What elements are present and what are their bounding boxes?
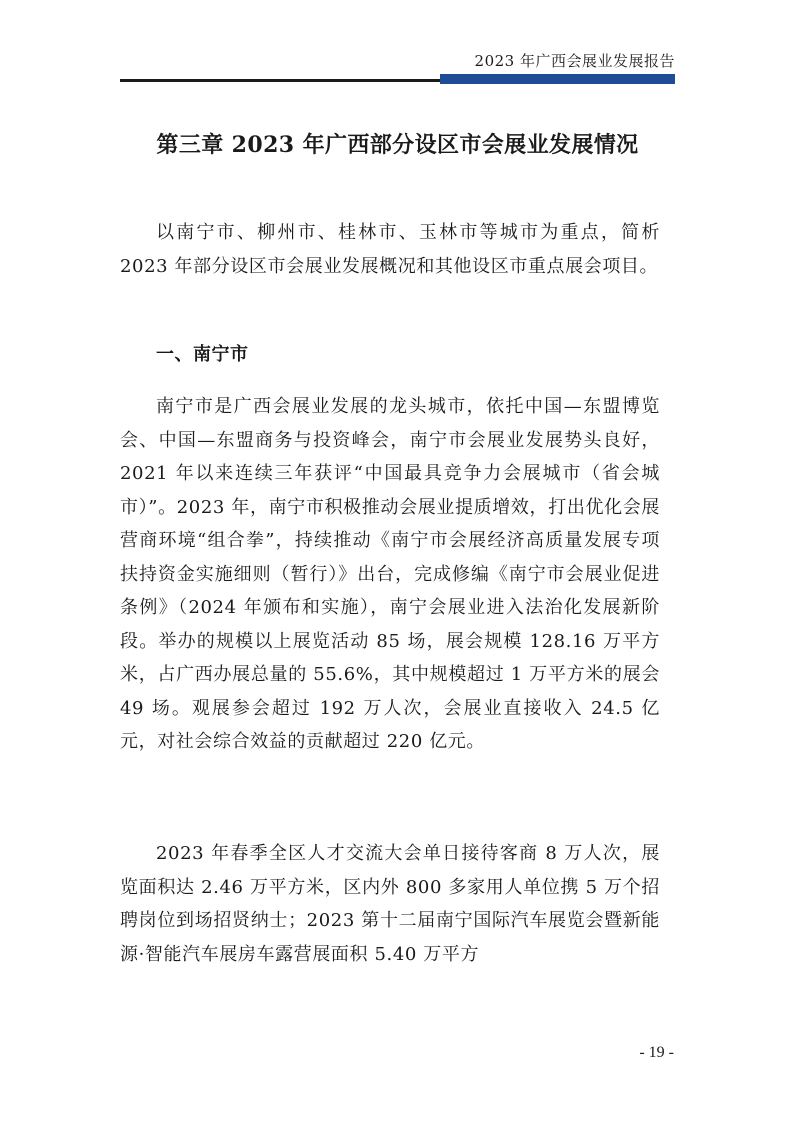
chapter-title: 第三章 2023 年广西部分设区市会展业发展情况 [156,132,639,158]
intro-paragraph: 以南宁市、柳州市、桂林市、玉林市等城市为重点，简析 2023 年部分设区市会展业发展概况和其他设区市重点展会项目。 [120,222,660,277]
running-header: 2023 年广西会展业发展报告 [474,52,675,70]
section-heading-nanning: 一、南宁市 [156,344,249,365]
header-accent-bar [440,74,675,84]
body-paragraph: 南宁市是广西会展业发展的龙头城市，依托中国—东盟博览会、中国—东盟商务与投资峰会，南宁市会展业发展势头良好，2021 年以来连续三年获评“中国最具竞争力会展城市（省会城市）”。2023 年，南宁市积极推动会展业提质增效，打出优化会展营商环境“组合拳”，持续推动《南宁市会展经济高质量发展专项扶持资金实施细则（暂行）》出台，完成修编《南宁市会展业促进条例》（2024 年颁布和实施），南宁会展业进入法治化发展新阶段。举办的规模以上展览活动 85 场，展会规模 128.16 万平方米，占广西办展总量的 55.6%，其中规模超过 1 万平方米的展会 49 场。观展参会超过 192 万人次，会展业直接收入 24.5 亿元，对社会综合效益的贡献超过 220 亿元。 [120,396,660,752]
page-number: - 19 - [639,1044,674,1061]
body-paragraph: 2023 年春季全区人才交流大会单日接待客商 8 万人次，展览面积达 2.46 万平方米，区内外 800 多家用人单位携 5 万个招聘岗位到场招贤纳士；2023 第十二届南宁国际汽车展览会暨新能源·智能汽车展房车露营展面积 5.40 万平方 [120,843,660,965]
